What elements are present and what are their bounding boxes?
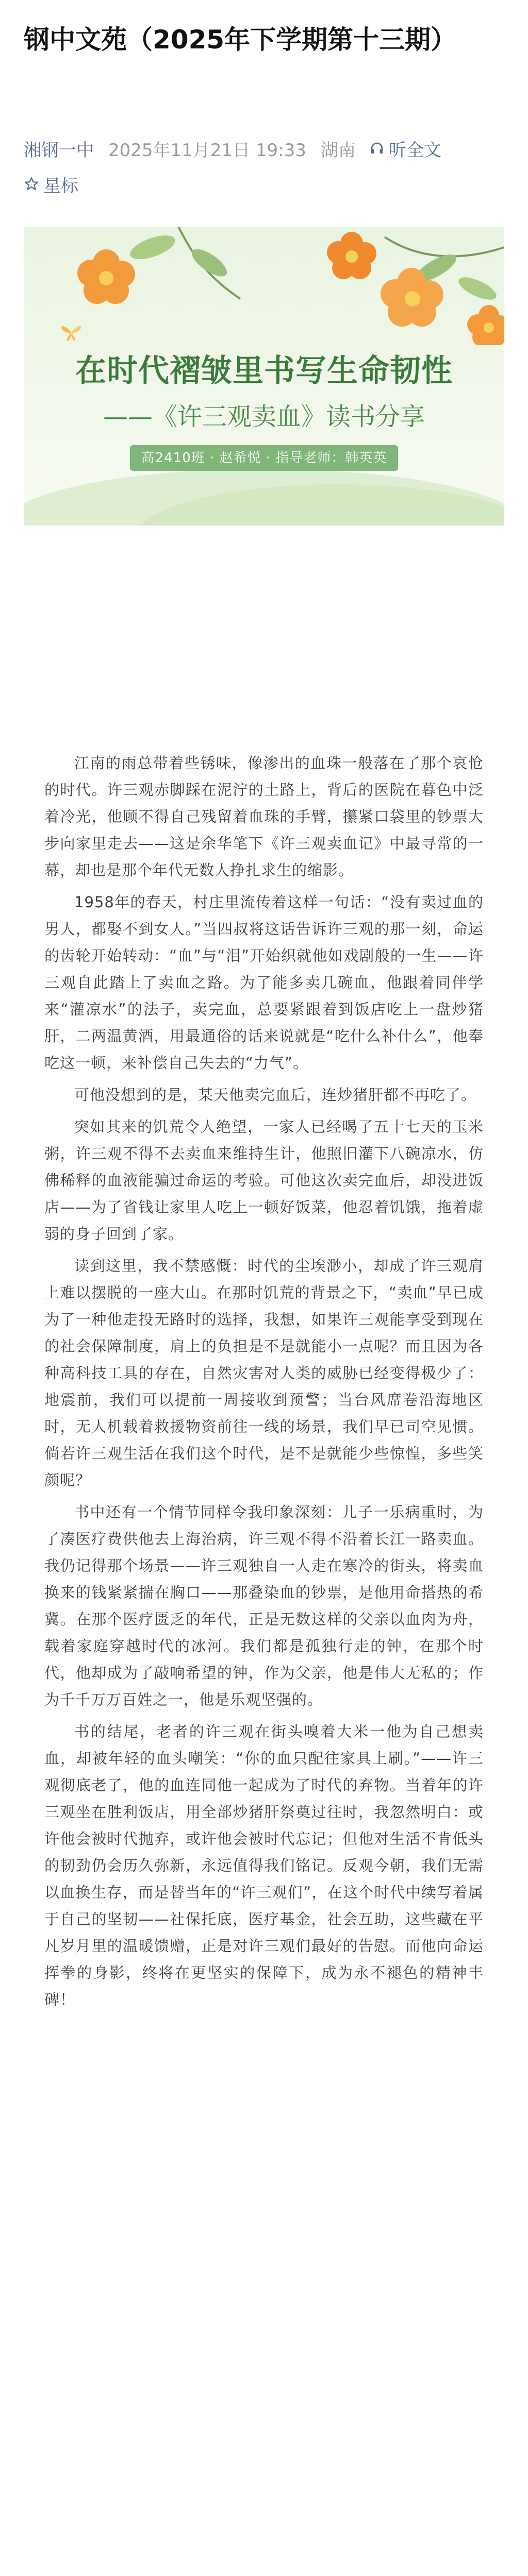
body-paragraph: 书中还有一个情节同样令我印象深刻：儿子一乐病重时，为了凑医疗费供他去上海治病，许三观不得不沿着长江一路卖血。我仍记得那个场景——许三观独自一人走在寒冷的街头，将卖血换来的钱紧紧揣在胸口——那叠染血的钞票，是他用命搭热的希冀。在那个医疗匮乏的年代，正是无数这样的父亲以血肉为舟，载着家庭穿越时代的冰河。我们都是孤独行走的钟，在那个时代，他却成为了敲响希望的钟，作为父亲，他是伟大无私的；作为千千万万百姓之一，他是乐观坚强的。 [44, 1503, 484, 1708]
listen-full-text-button[interactable] [369, 136, 441, 161]
banner-author-tag: 高2410班 · 赵希悦 · 指导老师：韩英英 [130, 445, 398, 471]
article-cover-banner [24, 227, 504, 526]
body-paragraph: 1958年的春天，村庄里流传着这样一句话：“没有卖过血的男人，都娶不到女人。”当四叔将这话告诉许三观的那一刻，命运的齿轮开始转动：“血”与“泪”开始织就他如戏剧般的一生——许三观自此踏上了卖血之路。为了能多卖几碗血，他跟着同伴学来“灌凉水”的法子，卖完血，总要紧跟着到饭店吃上一盘炒猪肝，二两温黄酒，用最通俗的话来说就是“吃什么补什么”，他奉吃这一顿，来补偿自己失去的“力气”。 [44, 893, 484, 1072]
star-icon [24, 176, 39, 192]
flower-icon [24, 227, 504, 345]
body-paragraph: 书的结尾，老者的许三观在街头嗅着大米一他为自己想卖血，却被年轻的血头嘲笑：“你的血只配往家具上刷。”——许三观彻底老了，他的血连同他一起成为了时代的弃物。当着年的许三观坐在胜利饭店，用全部炒猪肝祭奠过往时，我忽然明白：或许他会被时代抛弃，或许他会被时代忘记；但他对生活不肯低头的韧劲仍会历久弥新，永远值得我们铭记。反观今朝，我们无需以血换生存，而是替当年的“许三观们”，在这个时代中续写着属于自己的坚韧——社保托底，医疗基金，社会互助，这些藏在平凡岁月里的温暖馈赠，正是对许三观们最好的告慰。而他向命运挥拳的身影，终将在更坚实的保障下，成为永不褪色的精神丰碑！ [44, 1723, 484, 2008]
star-label: 星标 [43, 175, 78, 196]
publish-date: 2025年11月21日 19:33 [108, 140, 306, 161]
star-button[interactable] [24, 170, 78, 198]
publish-location: 湖南 [320, 140, 356, 161]
article-meta [24, 133, 441, 164]
listen-label: 听全文 [388, 140, 441, 161]
butterfly-icon [56, 319, 87, 345]
banner-subtitle: ——《许三观卖血》读书分享 [103, 402, 425, 431]
article-title: 钢中文苑（2025年下学期第十三期） [24, 25, 457, 55]
banner-title: 在时代褶皱里书写生命韧性 [75, 353, 453, 389]
body-paragraph: 江南的雨总带着些锈味，像渗出的血珠一般落在了那个哀怆的时代。许三观赤脚踩在泥泞的土路上，背后的医院在暮色中泛着冷光，他顾不得自己残留着血珠的手臂，攥紧口袋里的钞票大步向家里走去——这是余华笔下《许三观卖血记》中最寻常的一幕，却也是那个年代无数人挣扎求生的缩影。 [44, 754, 484, 879]
body-paragraph: 读到这里，我不禁感慨：时代的尘埃渺小，却成了许三观肩上难以摆脱的一座大山。在那时饥荒的背景之下，“卖血”早已成为了一种他走投无路时的选择，我想，如果许三观能享受到现在的社会保障制度，肩上的负担是不是就能小一点呢？而且因为各种高科技工具的存在，自然灾害对人类的威胁已经变得极少了：地震前，我们可以提前一周接收到预警；当台风席卷沿海地区时，无人机载着救援物资前往一线的场景，我们早已司空见惯。倘若许三观生活在我们这个时代，是不是就能少些惊惶，多些笑颜呢？ [44, 1257, 484, 1489]
headphones-icon [369, 141, 385, 156]
account-name-link[interactable]: 湘钢一中 [24, 140, 94, 161]
body-paragraph: 可他没想到的是，某天他卖完血后，连炒猪肝都不再吃了。 [74, 1086, 477, 1104]
body-paragraph: 突如其来的饥荒令人绝望，一家人已经喝了五十七天的玉米粥，许三观不得不去卖血来维持生计，他照旧灌下八碗凉水，仿佛稀释的血液能骗过命运的考验。可他这次卖完血后，却没进饭店——为了省钱让家里人吃上一顿好饭菜，他忍着饥饿，拖着虚弱的身子回到了家。 [44, 1118, 484, 1243]
article-body [44, 750, 484, 2018]
